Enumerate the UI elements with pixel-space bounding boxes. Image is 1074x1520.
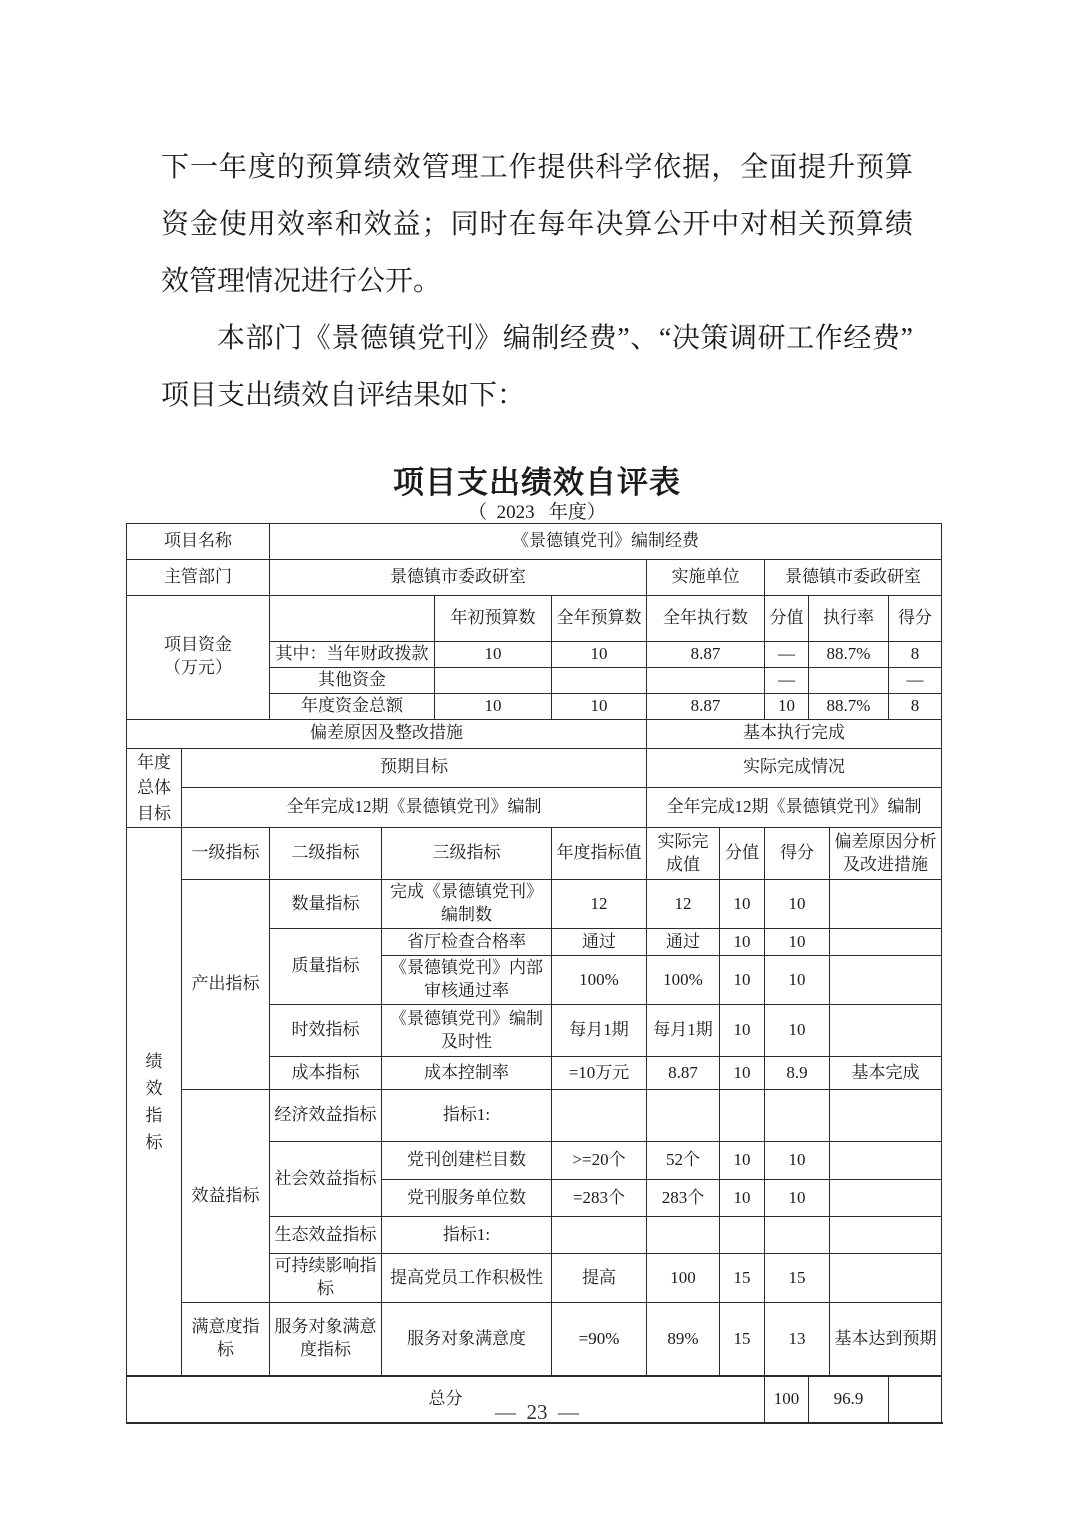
perf-note-cell: 基本达到预期 xyxy=(830,1302,942,1376)
fund-cell: 8.87 xyxy=(647,693,765,719)
fund-section-label: 项目资金（万元） xyxy=(164,635,232,678)
perf-lvl1-output-cell: 产出指标 xyxy=(182,880,270,1090)
perf-lvl3-cell: 《景德镇党刊》内部审核通过率 xyxy=(382,956,552,1005)
perf-score-cell: 15 xyxy=(765,1254,830,1303)
fund-cell: 8 xyxy=(889,693,942,719)
fund-cell: 10 xyxy=(435,693,552,719)
fund-cell: — xyxy=(765,667,809,693)
perf-target-cell: 12 xyxy=(552,880,647,929)
perf-target-cell: 提高 xyxy=(552,1254,647,1303)
perf-points-cell xyxy=(720,1090,765,1142)
perf-lvl1-satisfaction-cell: 满意度指标 xyxy=(182,1302,270,1376)
perf-actual-cell: 52个 xyxy=(647,1142,720,1180)
perf-actual-cell: 8.87 xyxy=(647,1057,720,1090)
body-paragraph-2: 本部门《景德镇党刊》编制经费”、“决策调研工作经费” 项目支出绩效自评结果如下： xyxy=(161,323,942,411)
perf-header-actual: 实际完成值 xyxy=(647,828,720,880)
perf-note-cell xyxy=(830,1090,942,1142)
annual-goal-label-cell xyxy=(127,748,182,828)
impl-unit-value-cell: 景德镇市委政研室 xyxy=(765,560,942,596)
perf-lvl3-cell: 提高党员工作积极性 xyxy=(382,1254,552,1303)
perf-score-cell: 10 xyxy=(765,1142,830,1180)
fund-cell xyxy=(435,667,552,693)
perf-note-cell xyxy=(830,929,942,956)
perf-header-note: 偏差原因分析及改进措施 xyxy=(830,828,942,880)
perf-score-cell: 10 xyxy=(765,1005,830,1057)
total-score-cell: 96.9 xyxy=(809,1376,889,1423)
perf-points-cell: 10 xyxy=(720,929,765,956)
self-eval-table xyxy=(126,523,942,1424)
fund-cell xyxy=(647,667,765,693)
goal-actual-cell: 全年完成12期《景德镇党刊》编制 xyxy=(647,787,942,827)
annual-goal-label: 年度总体目标 xyxy=(137,752,171,823)
perf-lvl3-cell: 省厅检查合格率 xyxy=(382,929,552,956)
perf-lvl3-cell: 指标1: xyxy=(382,1217,552,1254)
perf-actual-cell xyxy=(647,1217,720,1254)
perf-lvl2-cell: 生态效益指标 xyxy=(270,1217,382,1254)
fund-header-initial-budget: 年初预算数 xyxy=(435,596,552,642)
perf-note-cell: 基本完成 xyxy=(830,1057,942,1090)
perf-points-cell: 15 xyxy=(720,1302,765,1376)
perf-actual-cell: 89% xyxy=(647,1302,720,1376)
total-points-cell: 100 xyxy=(765,1376,809,1423)
deviation-value-cell: 基本执行完成 xyxy=(647,719,942,748)
fund-cell: — xyxy=(889,667,942,693)
perf-lvl2-cell: 质量指标 xyxy=(270,929,382,1005)
perf-target-cell: >=20个 xyxy=(552,1142,647,1180)
fund-cell: 10 xyxy=(435,642,552,668)
goal-expected-cell: 全年完成12期《景德镇党刊》编制 xyxy=(182,787,647,827)
perf-lvl3-cell: 党刊服务单位数 xyxy=(382,1180,552,1217)
perf-section-label: 绩效指标 xyxy=(145,1051,163,1153)
perf-actual-cell: 283个 xyxy=(647,1180,720,1217)
perf-lvl2-cell: 成本指标 xyxy=(270,1057,382,1090)
goal-actual-header-cell: 实际完成情况 xyxy=(647,748,942,787)
fund-row-name: 其中：当年财政拨款 xyxy=(270,642,435,668)
perf-note-cell xyxy=(830,1254,942,1303)
perf-note-cell xyxy=(830,956,942,1005)
fund-blank-header-cell xyxy=(270,596,435,642)
perf-lvl3-cell: 指标1: xyxy=(382,1090,552,1142)
perf-lvl3-cell: 《景德镇党刊》编制及时性 xyxy=(382,1005,552,1057)
perf-score-cell: 10 xyxy=(765,929,830,956)
perf-lvl2-cell: 经济效益指标 xyxy=(270,1090,382,1142)
fund-row-name: 其他资金 xyxy=(270,667,435,693)
fund-cell: 88.7% xyxy=(809,693,889,719)
fund-cell: — xyxy=(765,642,809,668)
fund-cell: 10 xyxy=(552,693,647,719)
perf-note-cell xyxy=(830,1142,942,1180)
perf-score-cell: 10 xyxy=(765,1180,830,1217)
perf-header-points: 分值 xyxy=(720,828,765,880)
perf-header-target: 年度指标值 xyxy=(552,828,647,880)
perf-lvl2-cell: 服务对象满意度指标 xyxy=(270,1302,382,1376)
perf-score-cell: 13 xyxy=(765,1302,830,1376)
fund-header-score: 得分 xyxy=(889,596,942,642)
body-text-block xyxy=(161,139,942,424)
perf-actual-cell: 通过 xyxy=(647,929,720,956)
perf-header-lvl1: 一级指标 xyxy=(182,828,270,880)
perf-actual-cell: 12 xyxy=(647,880,720,929)
page-number: — 23 — xyxy=(495,1400,579,1424)
perf-target-cell: =90% xyxy=(552,1302,647,1376)
perf-section-label-cell xyxy=(127,828,182,1377)
fund-section-label-cell xyxy=(127,596,270,720)
dept-label-cell: 主管部门 xyxy=(127,560,270,596)
perf-points-cell: 10 xyxy=(720,1057,765,1090)
body-paragraph-1: 下一年度的预算绩效管理工作提供科学依据，全面提升预算资金使用效率和效益；同时在每年决算公开中对相关预算绩效管理情况进行公开。 xyxy=(161,152,913,297)
fund-header-year-budget: 全年预算数 xyxy=(552,596,647,642)
project-name-label-cell: 项目名称 xyxy=(127,524,270,560)
perf-score-cell: 10 xyxy=(765,880,830,929)
table-subtitle: （ 2023 年度） xyxy=(468,502,606,523)
perf-target-cell xyxy=(552,1217,647,1254)
fund-row-name: 年度资金总额 xyxy=(270,693,435,719)
perf-lvl2-cell: 数量指标 xyxy=(270,880,382,929)
perf-target-cell: 通过 xyxy=(552,929,647,956)
fund-header-executed: 全年执行数 xyxy=(647,596,765,642)
fund-cell: 8 xyxy=(889,642,942,668)
perf-points-cell: 10 xyxy=(720,956,765,1005)
perf-actual-cell: 100% xyxy=(647,956,720,1005)
perf-lvl2-cell: 时效指标 xyxy=(270,1005,382,1057)
perf-lvl2-cell: 可持续影响指标 xyxy=(270,1254,382,1303)
fund-cell: 10 xyxy=(765,693,809,719)
perf-target-cell xyxy=(552,1090,647,1142)
perf-note-cell xyxy=(830,1180,942,1217)
perf-points-cell xyxy=(720,1217,765,1254)
fund-header-exec-rate: 执行率 xyxy=(809,596,889,642)
impl-unit-label-cell: 实施单位 xyxy=(647,560,765,596)
perf-header-lvl2: 二级指标 xyxy=(270,828,382,880)
perf-target-cell: 每月1期 xyxy=(552,1005,647,1057)
fund-cell: 88.7% xyxy=(809,642,889,668)
deviation-label-cell: 偏差原因及整改措施 xyxy=(127,719,647,748)
perf-lvl1-benefit-cell: 效益指标 xyxy=(182,1090,270,1303)
perf-points-cell: 10 xyxy=(720,880,765,929)
perf-header-lvl3: 三级指标 xyxy=(382,828,552,880)
perf-score-cell xyxy=(765,1217,830,1254)
perf-lvl3-cell: 完成《景德镇党刊》编制数 xyxy=(382,880,552,929)
project-name-value-cell: 《景德镇党刊》编制经费 xyxy=(270,524,942,560)
perf-note-cell xyxy=(830,880,942,929)
perf-points-cell: 15 xyxy=(720,1254,765,1303)
perf-target-cell: =283个 xyxy=(552,1180,647,1217)
fund-header-points: 分值 xyxy=(765,596,809,642)
perf-actual-cell: 每月1期 xyxy=(647,1005,720,1057)
perf-actual-cell: 100 xyxy=(647,1254,720,1303)
perf-note-cell xyxy=(830,1217,942,1254)
fund-cell xyxy=(552,667,647,693)
perf-actual-cell xyxy=(647,1090,720,1142)
perf-points-cell: 10 xyxy=(720,1005,765,1057)
perf-score-cell: 8.9 xyxy=(765,1057,830,1090)
perf-lvl3-cell: 服务对象满意度 xyxy=(382,1302,552,1376)
total-label-cell: 总分 xyxy=(127,1376,765,1423)
perf-score-cell: 10 xyxy=(765,956,830,1005)
perf-lvl3-cell: 党刊创建栏目数 xyxy=(382,1142,552,1180)
perf-score-cell xyxy=(765,1090,830,1142)
perf-points-cell: 10 xyxy=(720,1180,765,1217)
perf-lvl3-cell: 成本控制率 xyxy=(382,1057,552,1090)
perf-lvl2-cell: 社会效益指标 xyxy=(270,1142,382,1217)
fund-cell: 8.87 xyxy=(647,642,765,668)
table-title: 项目支出绩效自评表 xyxy=(393,465,681,500)
perf-target-cell: 100% xyxy=(552,956,647,1005)
goal-expected-header-cell: 预期目标 xyxy=(182,748,647,787)
perf-points-cell: 10 xyxy=(720,1142,765,1180)
perf-header-score: 得分 xyxy=(765,828,830,880)
perf-target-cell: =10万元 xyxy=(552,1057,647,1090)
perf-note-cell xyxy=(830,1005,942,1057)
dept-value-cell: 景德镇市委政研室 xyxy=(270,560,647,596)
fund-cell: 10 xyxy=(552,642,647,668)
fund-cell xyxy=(809,667,889,693)
